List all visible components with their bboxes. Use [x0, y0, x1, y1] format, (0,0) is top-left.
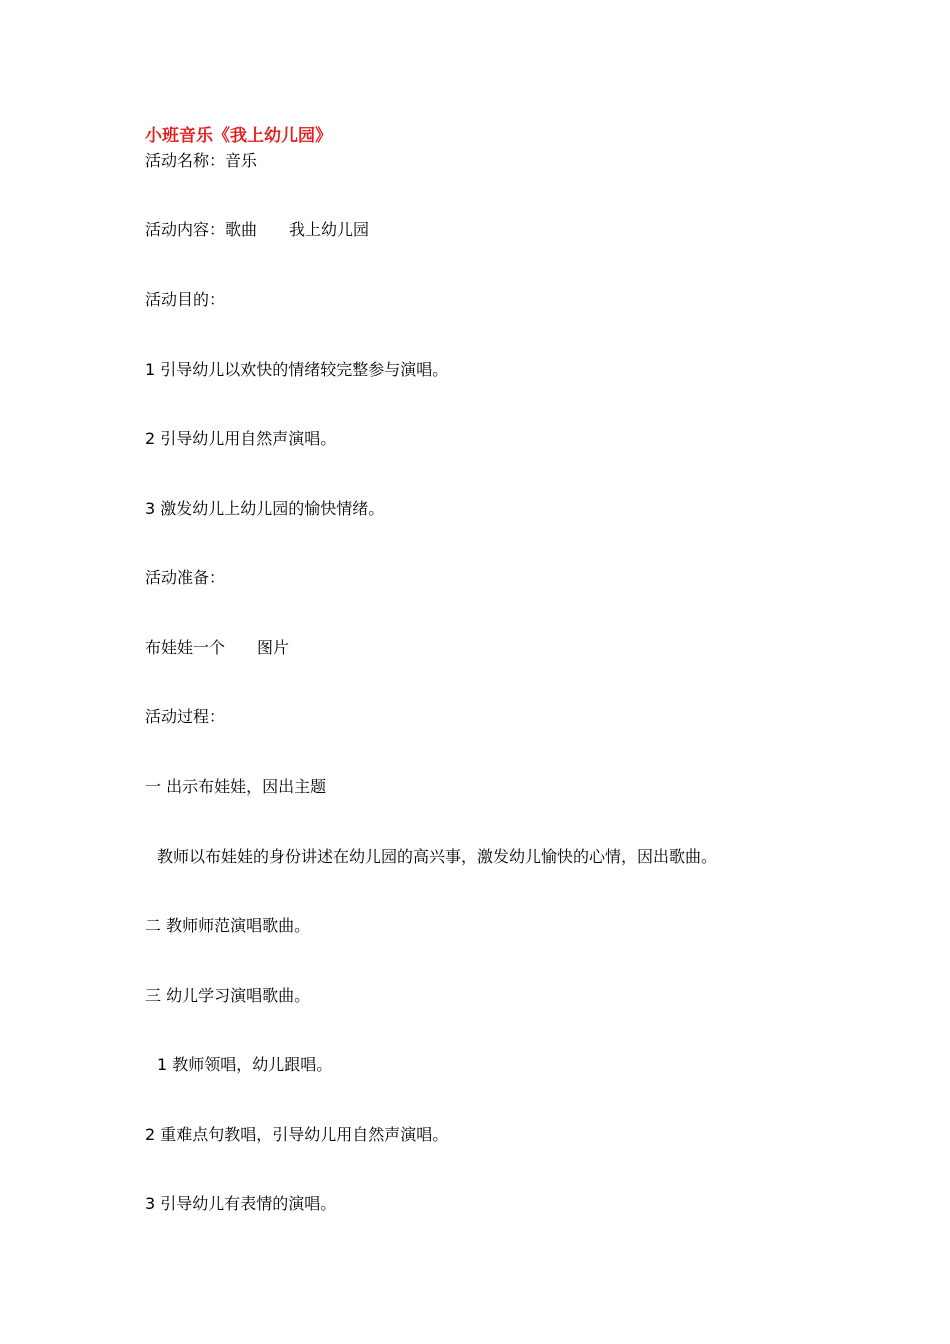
activity-prep-heading: 活动准备： [145, 568, 226, 587]
document-title: 小班音乐《我上幼儿园》 [145, 126, 332, 146]
process-step-1-detail: 教师以布娃娃的身份讲述在幼儿园的高兴事，激发幼儿愉快的心情，因出歌曲。 [157, 847, 718, 866]
activity-name-line: 活动名称：音乐 [145, 151, 258, 170]
process-substep-1: 1 教师领唱，幼儿跟唱。 [157, 1055, 333, 1074]
goal-item-1: 1 引导幼儿以欢快的情绪较完整参与演唱。 [145, 360, 449, 379]
activity-content-line: 活动内容：歌曲 我上幼儿园 [145, 220, 370, 239]
process-substep-3: 3 引导幼儿有表情的演唱。 [145, 1194, 337, 1213]
activity-process-heading: 活动过程： [145, 707, 226, 726]
process-step-3: 三 幼儿学习演唱歌曲。 [145, 986, 311, 1005]
process-step-1: 一 出示布娃娃，因出主题 [145, 777, 327, 796]
goal-item-2: 2 引导幼儿用自然声演唱。 [145, 429, 337, 448]
activity-goals-heading: 活动目的： [145, 290, 226, 309]
goal-item-3: 3 激发幼儿上幼儿园的愉快情绪。 [145, 499, 385, 518]
process-step-2: 二 教师师范演唱歌曲。 [145, 916, 311, 935]
process-substep-2: 2 重难点句教唱，引导幼儿用自然声演唱。 [145, 1125, 449, 1144]
prep-items-line: 布娃娃一个 图片 [145, 638, 290, 657]
